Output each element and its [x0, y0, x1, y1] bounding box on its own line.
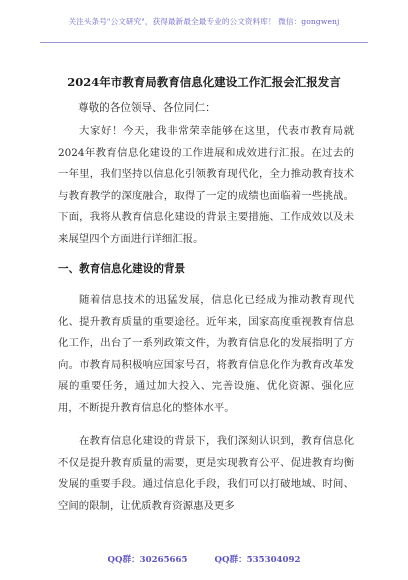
greeting: 尊敬的各位领导、各位同仁：	[78, 102, 216, 114]
footer-qq-group-2: QQ群：535304092	[214, 555, 301, 565]
header-promo-note: 关注头条号"公文研究"，获得最新最全最专业的公文资料库！ 微信：gongwenj	[68, 17, 340, 26]
paragraph-background: 随着信息技术的迅猛发展，信息化已经成为推动教育现代化、提升教育质量的重要途径。近年来，国家高度重视教育信息化工作，出台了一系列政策文件，为教育信息化的发展指明了方向。市教育局积极响应国家号召，将教育信息化作为教育改革发展的重要任务，通过加大投入、完善设施、优化资源、强化应用，不断提升教育信息化的整体水平。	[58, 294, 354, 414]
header-divider	[40, 42, 368, 43]
document-title: 2024年市教育局教育信息化建设工作汇报会汇报发言	[67, 75, 341, 89]
section-heading: 一、教育信息化建设的背景	[58, 263, 186, 275]
paragraph-significance: 在教育信息化建设的背景下，我们深刻认识到，教育信息化不仅是提升教育质量的需要，更是实现教育公平、促进教育均衡发展的重要手段。通过信息化手段，我们可以打破地域、时间、空间的限制，让优质教育资源惠及更多	[58, 435, 354, 512]
paragraph-intro: 大家好！今天，我非常荣幸能够在这里，代表市教育局就2024年教育信息化建设的工作进展和成效进行汇报。在过去的一年里，我们坚持以信息化引领教育现代化，全力推动教育技术与教育教学的深度融合，取得了一定的成绩也面临着一些挑战。下面，我将从教育信息化建设的背景主要措施、工作成效以及未来展望四个方面进行详细汇报。	[58, 125, 354, 245]
footer-qq-group-1: QQ群：30265665	[107, 555, 188, 565]
footer-contacts	[0, 553, 408, 565]
